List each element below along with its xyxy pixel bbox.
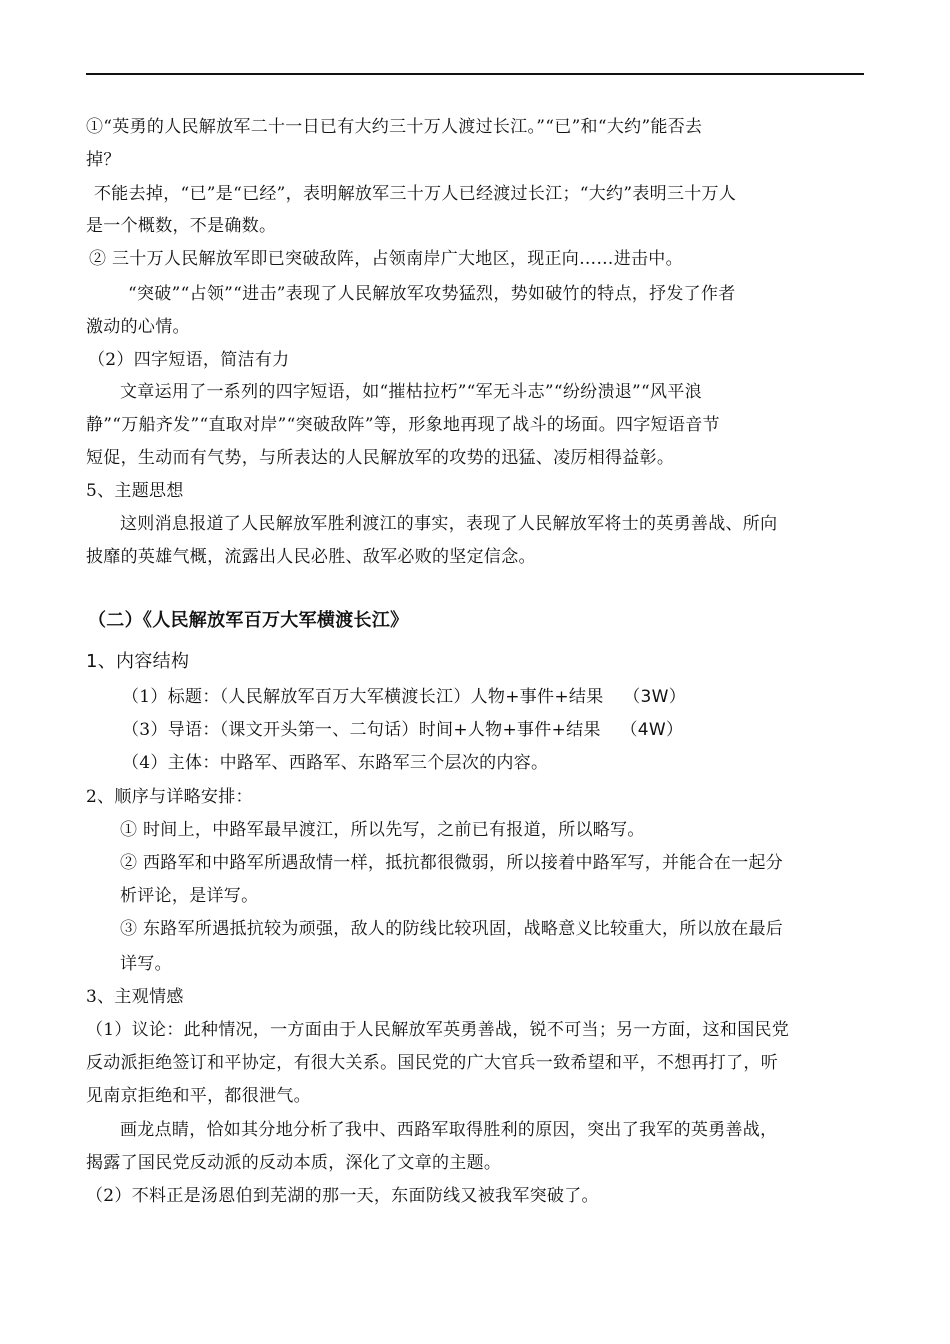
text-line: 见南京拒绝和平，都很泄气。 xyxy=(86,1086,311,1106)
text-line: ③ 东路军所遇抵抗较为顽强，敌人的防线比较巩固，战略意义比较重大，所以放在最后 xyxy=(120,919,784,939)
structure-tag: （3W） xyxy=(623,687,687,707)
text-line: 短促，生动而有气势，与所表达的人民解放军的攻势的迅猛、凌厉相得益彰。 xyxy=(86,448,675,468)
text-line: ② 西路军和中路军所遇敌情一样，抵抗都很微弱，所以接着中路军写，并能合在一起分 xyxy=(120,853,784,873)
text-line: “突破”“占领”“进击”表现了人民解放军攻势猛烈，势如破竹的特点，抒发了作者 xyxy=(128,284,736,304)
subheading: 1、内容结构 xyxy=(86,651,190,672)
structure-item xyxy=(122,686,686,708)
text-line: ① 时间上，中路军最早渡江，所以先写，之前已有报道，所以略写。 xyxy=(120,820,645,840)
text-line: 静”“万船齐发”“直取对岸”“突破敌阵”等，形象地再现了战斗的场面。四字短语音节 xyxy=(86,415,720,435)
structure-text: （4）主体：中路军、西路军、东路军三个层次的内容。 xyxy=(122,753,549,773)
structure-item xyxy=(122,719,683,741)
text-line: 披靡的英雄气概，流露出人民必胜、敌军必败的坚定信念。 xyxy=(86,547,536,567)
subheading: （2）四字短语，简洁有力 xyxy=(88,350,290,370)
subheading: 2、顺序与详略安排： xyxy=(86,787,253,807)
text-line: （1）议论：此种情况，一方面由于人民解放军英勇善战，锐不可当；另一方面，这和国民党 xyxy=(86,1020,790,1040)
structure-item xyxy=(122,752,548,774)
section-title: （二）《人民解放军百万大军横渡长江》 xyxy=(88,610,409,631)
text-line: 文章运用了一系列的四字短语，如“摧枯拉朽”“军无斗志”“纷纷溃退”“风平浪 xyxy=(120,382,702,402)
text-line: 这则消息报道了人民解放军胜利渡江的事实，表现了人民解放军将士的英勇善战、所向 xyxy=(120,514,778,534)
text-line: 揭露了国民党反动派的反动本质，深化了文章的主题。 xyxy=(86,1153,502,1173)
structure-text: （3）导语：（课文开头第一、二句话）时间+人物+事件+结果 xyxy=(122,720,601,740)
text-line: 画龙点睛，恰如其分地分析了我中、西路军取得胜利的原因，突出了我军的英勇善战， xyxy=(120,1120,778,1140)
text-line: （2）不料正是汤恩伯到芜湖的那一天，东面防线又被我军突破了。 xyxy=(86,1186,599,1206)
text-line: ①“英勇的人民解放军二十一日已有大约三十万人渡过长江。”“已”和“大约”能否去 xyxy=(86,117,703,137)
subheading: 3、主观情感 xyxy=(86,987,184,1007)
structure-tag: （4W） xyxy=(620,720,684,740)
text-line: ② 三十万人民解放军即已突破敌阵，占领南岸广大地区，现正向……进击中。 xyxy=(89,249,683,269)
text-line: 激动的心情。 xyxy=(86,317,190,337)
text-line: 反动派拒绝签订和平协定，有很大关系。国民党的广大官兵一致希望和平，不想再打了，听 xyxy=(86,1053,778,1073)
text-line: 掉？ xyxy=(86,150,121,170)
header-rule xyxy=(86,73,864,75)
text-line: 不能去掉，“已”是“已经”，表明解放军三十万人已经渡过长江；“大约”表明三十万人 xyxy=(94,184,737,204)
text-line: 析评论，是详写。 xyxy=(120,886,259,906)
text-line: 是一个概数，不是确数。 xyxy=(86,216,277,236)
structure-text: （1）标题：（人民解放军百万大军横渡长江）人物+事件+结果 xyxy=(122,687,604,707)
subheading: 5、主题思想 xyxy=(86,481,184,501)
text-line: 详写。 xyxy=(120,954,172,974)
